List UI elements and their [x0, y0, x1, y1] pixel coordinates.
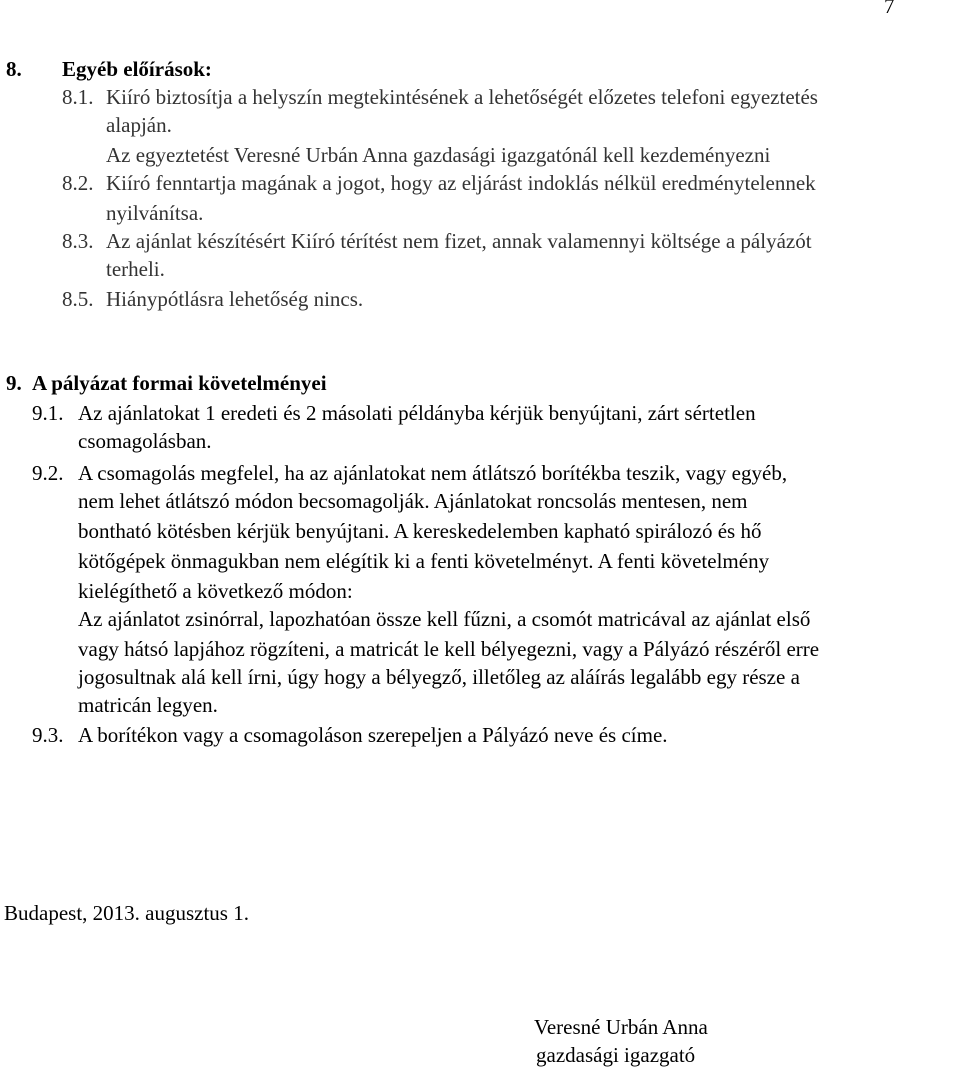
item-9-2-line-1: A csomagolás megfelel, ha az ajánlatokat nem átlátszó borítékba teszik, vagy egyéb, [78, 461, 788, 485]
item-9-2-line-6: Az ajánlatot zsinórral, lapozhatóan össze kell fűzni, a csomót matricával az ajánlat első [78, 607, 811, 631]
item-9-2-line-7: vagy hátsó lapjához rögzíteni, a matricát le kell bélyegezni, vagy a Pályázó részéről erre [78, 637, 820, 661]
section-9-number: 9. [6, 371, 22, 395]
item-9-1-line-2: csomagolásban. [78, 429, 212, 453]
section-8-number: 8. [6, 57, 22, 81]
item-9-2-line-2: nem lehet átlátszó módon becsomagolják. Ajánlatokat roncsolás mentesen, nem [78, 489, 748, 513]
item-9-2-line-9: matricán legyen. [78, 693, 218, 717]
item-8-5-line-1: Hiánypótlásra lehetőség nincs. [106, 287, 364, 311]
item-8-2-line-2: nyilvánítsa. [106, 201, 204, 225]
place-date: Budapest, 2013. augusztus 1. [4, 901, 249, 925]
item-8-1-line-1: Kiíró biztosítja a helyszín megtekintésének a lehetőségét előzetes telefoni egyeztetés [106, 85, 818, 109]
item-9-3-number: 9.3. [32, 723, 64, 747]
item-9-3-line-1: A borítékon vagy a csomagoláson szerepeljen a Pályázó neve és címe. [78, 723, 668, 747]
section-9-title: A pályázat formai követelményei [32, 371, 327, 395]
section-8-title: Egyéb előírások: [62, 57, 212, 81]
item-8-5-number: 8.5. [62, 287, 94, 311]
signatory-title: gazdasági igazgató [536, 1043, 696, 1067]
item-9-2-number: 9.2. [32, 461, 64, 485]
item-8-3-number: 8.3. [62, 229, 94, 253]
item-8-3-line-1: Az ajánlat készítésért Kiíró térítést nem fizet, annak valamennyi költsége a pályázót [106, 229, 812, 253]
item-8-1-line-2: alapján. [106, 113, 172, 137]
item-8-2-line-1: Kiíró fenntartja magának a jogot, hogy az eljárást indoklás nélkül eredménytelennek [106, 171, 816, 195]
item-8-2-number: 8.2. [62, 171, 94, 195]
item-9-2-line-8: jogosultnak alá kell írni, úgy hogy a bélyegző, illetőleg az aláírás legalább egy része a [78, 665, 800, 689]
item-8-3-line-2: terheli. [106, 257, 165, 281]
item-8-1-number: 8.1. [62, 85, 94, 109]
item-9-1-line-1: Az ajánlatokat 1 eredeti és 2 másolati példányba kérjük benyújtani, zárt sértetlen [78, 401, 756, 425]
page-number: 7 [884, 0, 895, 18]
signatory-name: Veresné Urbán Anna [534, 1015, 708, 1039]
item-9-2-line-5: kielégíthető a következő módon: [78, 579, 353, 603]
item-8-1-line-3: Az egyeztetést Veresné Urbán Anna gazdasági igazgatónál kell kezdeményezni [106, 143, 771, 167]
item-9-2-line-4: kötőgépek önmagukban nem elégítik ki a fenti követelményt. A fenti követelmény [78, 549, 770, 573]
item-9-1-number: 9.1. [32, 401, 64, 425]
item-9-2-line-3: bontható kötésben kérjük benyújtani. A kereskedelemben kapható spirálozó és hő [78, 519, 762, 543]
